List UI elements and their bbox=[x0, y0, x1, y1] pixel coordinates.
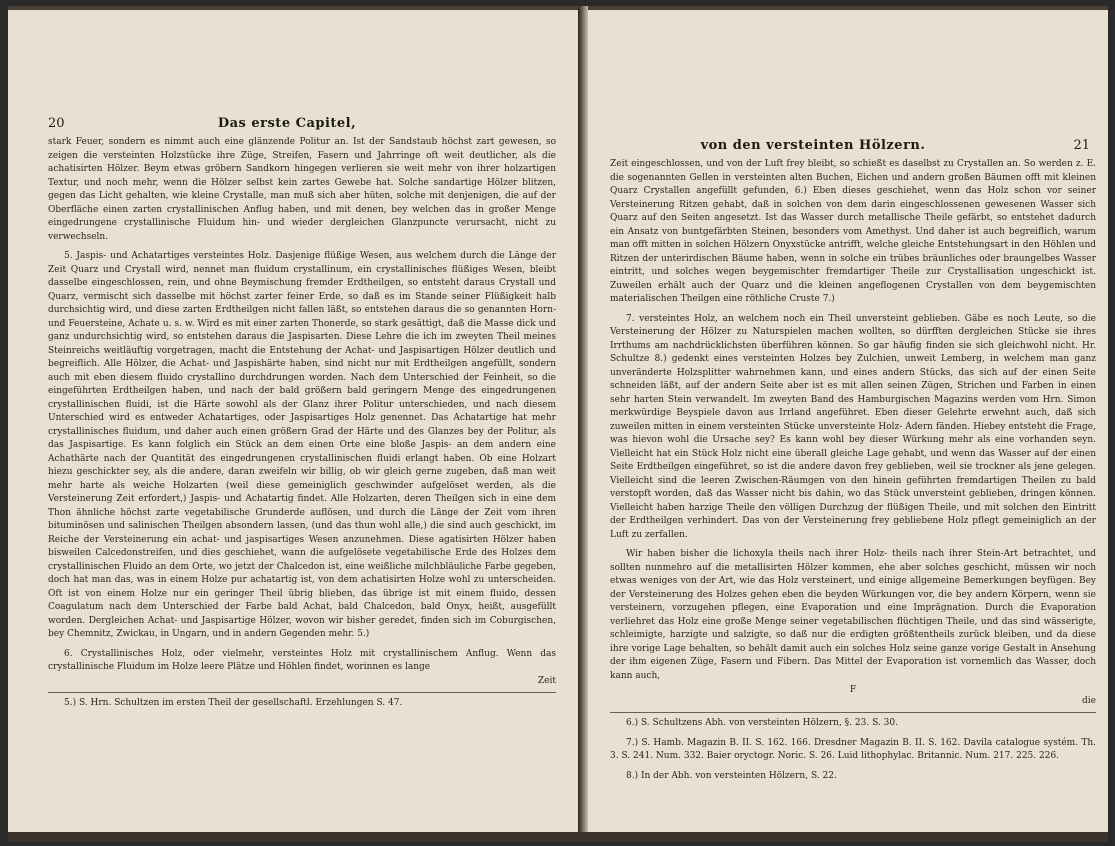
left-catchword: Zeit bbox=[537, 675, 556, 686]
left-running-head: Das erste Capitel, bbox=[217, 116, 357, 131]
right-page-header bbox=[610, 138, 1096, 156]
scan-bottom-edge bbox=[8, 832, 1108, 842]
book-gutter bbox=[578, 6, 588, 842]
right-paragraph-3: Wir haben bisher die lichoxyla theils nach ihrer Holz- theils nach ihrer Stein-Art betrachtet, und sollten nunmehro auf die metallisirten Hölzer kommen, ehe aber solches geschicht, müssen wir noch etwas weniges von der Art, wie das Holz versteinert, und einige allgemeine Bemerkungen beyfügen. Bey der Versteinerung des Holzes gehen eben die beyden Würkungen vor, die bey andern Körpern, wenn sie versteinern, vorzugehen pflegen, eine Evaporation und eine Imprägnation. Durch die Evaporation verliehret das Holz eine große Menge seiner vegetabilischen flüchtigen Theile, und das sind wässerigte, schleimigte, harzigte und salzigte, so daß nur die erdigten größtentheils zurück bleiben, und da diese ihre vorige Lage behalten, so behält damit auch ein solches Holz seine ganze vorige Gestalt in Ansehung der ihm eigenen Züge, Fasern und Fibern. Das Mittel der Evaporation ist vornemlich das Wasser, doch kann auch, bbox=[610, 549, 1096, 681]
right-footnote-rule bbox=[610, 712, 1096, 713]
right-page-number: 21 bbox=[1073, 138, 1090, 153]
left-paragraph-1: stark Feuer, sondern es nimmt auch eine glänzende Politur an. Ist der Sandstaub höchst zart gewesen, so zeigen die versteinten Holzstücke ihre Züge, Streifen, Fasern und Jahrringe oft weit deutlicher, als die achatisirten Hölzer. Beym etwas gröbern Sandkorn hingegen verlieren sie weit mehr von ihrer holzartigen Textur, und noch mehr, wenn die Hölzer selbst kein zartes Gewebe hat. Solche sandartige Hölzer blitzen, gegen das Licht gehalten, wie kleine Crystalle, man muß sich aber hüten, solche mit denjenigen, die auf der Oberfläche einen zarten crystallinischen Anflug haben, und mit denen, bey welchen das in großer Menge eingedrungene crystallinische Fluidum hin- und wieder dergleichen Glanzpuncte verursacht, nicht zu verwechseln. bbox=[48, 137, 556, 242]
left-page-header bbox=[48, 116, 556, 134]
right-running-head: von den versteinten Hölzern. bbox=[700, 138, 926, 153]
left-footnote-1: 5.) S. Hrn. Schultzen im ersten Theil der gesellschaftl. Erzehlungen S. 47. bbox=[64, 697, 403, 708]
left-paragraph-3: 6. Crystallinisches Holz, oder vielmehr, versteintes Holz mit crystallinischem Anflug. Wenn das crystallinische Fluidum im Holze leere Plätze und Höhlen findet, worinnen es lange bbox=[48, 648, 556, 672]
right-footnote-3: 8.) In der Abh. von versteinten Hölzern, S. 22. bbox=[626, 770, 837, 781]
right-footnote-2: 7.) S. Hamb. Magazin B. II. S. 162. 166. Dresdner Magazin B. II. S. 162. Davila catalogue systém. Th. 3. S. 241. Num. 332. Baier oryctogr. Noric. S. 26. Luid lithophylac. Britannic. Num. 217. 225. 226. bbox=[610, 737, 1096, 761]
right-catchword: die bbox=[1082, 696, 1096, 706]
left-page-number: 20 bbox=[48, 116, 65, 131]
left-page bbox=[8, 10, 578, 836]
right-page-body bbox=[610, 158, 1096, 783]
book-scan bbox=[8, 6, 1108, 842]
left-page-body bbox=[48, 136, 556, 710]
right-paragraph-2: 7. versteintes Holz, an welchem noch ein Theil unversteint geblieben. Gäbe es noch Leute, so die Versteinerung der Hölzer zu Naturspielen machen wollten, so dürfften dergleichen Stücke sie ihres Irrthums am nachdrücklichsten überführen können. So gar häufig finden sie sich gleichwohl nicht. Hr. Schultze 8.) gedenkt eines versteinten Holzes bey Zulchien, unweit Lemberg, in welchem man ganz unveränderte Holzsplitter wahrnehmen kann, und eines andern Stücks, das sich auf der einen Seite schneiden läßt, auf der andern Seite aber ist es mit allen seinen Zügen, Strichen und Farben in einen sehr harten Stein verwandelt. Im zweyten Band des Hamburgischen Magazins werden vom Hrn. Simon merkwürdige Beyspiele davon aus Irrland angeführet. Eben dieser Gelehrte erwehnt auch, daß sich zuweilen mitten in einem versteinten Stücke unversteinte Holz- Adern fänden. Hiebey entsteht die Frage, was hievon wohl die Ursache sey? Es kann wohl bey dieser Würkung mehr als eine vorhanden seyn. Vielleicht hat ein Stück Holz nicht eine überall gleiche Lage gehabt, und wenn das Wasser auf der einen Seite Erdtheilgen eingeführet, so ist die andere davon frey geblieben, weil sie trockner als jene gelegen. Vielleicht sind die leeren Zwischen-Räumgen von den hinein geführten fremdartigen Theilen zu bald verstopft worden, daß das Wasser nicht bis dahin, wo das Stück unversteint geblieben, dringen können. Vielleicht haben harzige Theile den völligen Durchzug der flüßigen Theile, und mit solchen den Eintritt der Erdtheilgen verhindert. Das von der Versteinerung frey gebliebene Holz pflegt gemeiniglich an der Luft zu zerfallen. bbox=[610, 313, 1096, 540]
left-paragraph-2: 5. Jaspis- und Achatartiges versteintes Holz. Dasjenige flüßige Wesen, aus welchem durch die Länge der Zeit Quarz und Crystall wird, nennet man fluidum crystallinum, ein crystallinisches flüßiges Wesen, bleibt dasselbe eingeschlossen, rein, und ohne Beymischung fremder Erdtheilgen, so entsteht daraus Crystall und Quarz, vermischt sich dasselbe mit höchst zarter feiner Erde, so daß es im Stande seiner Flüßigkeit halb durchsichtig wird, und diese zarten Erdtheilgen nicht fallen läßt, so entstehen daraus die so genannten Horn- und Feuersteine, Achate u. s. w. Wird es mit einer zarten Thonerde, so stark gesättigt, daß die Masse dick und ganz undurchsichtig wird, so entstehen daraus die Jaspisarten. Diese Lehre die ich im zweyten Theil meines Steinreichs weitläuftig vorgetragen, macht die Entstehung der Achat- und Jaspisartigen Hölzer deutlich und begreiflich. Alle Hölzer, die Achat- und Jaspishärte haben, sind nicht nur mit Erdtheilgen angefüllt, sondern auch mit eben diesem fluido crystallino durchdrungen worden. Nach dem Unterschied der Feinheit, so die eingeführten Erdtheilgen haben, und nach der bald größern bald geringern Menge des eingedrungenen crystallinischen fluidi, ist die Härte sowohl als der Glanz ihrer Politur unterschieden, und nach diesem Unterschied wird es entweder Achatartiges, oder Jaspisartiges Holz genennet. Das Achatartige hat mehr crystallinisches fluidum, und daher auch einen größern Grad der Härte und des Glanzes bey der Politur, als das Jaspisartige. Es kann folglich ein Stück an dem einen Orte eine bloße Jaspis- an dem andern eine Achathärte nach der Quantität des eingedrungenen crystallinischen fluidi erlangt haben. Ob eine Holzart hiezu geschickter sey, als die andere, daran zweifeln wir billig, ob wir gleich gerne zugeben, daß man weit mehr harte als weiche Holzarten (weil diese gemeiniglich geschwinder aufgelöset werden, als die Versteinerung Zeit erfordert,) Jaspis- und Achatartig findet. Alle Holzarten, deren Theilgen sich in eine dem Thon ähnliche höchst zarte vegetabilische Grunderde auflösen, und durch die Länge der Zeit vom ihren bituminösen und salinischen Theilgen absondern lassen, (und das thun wohl alle,) die sind auch geschickt, im Reiche der Versteinerung ein achat- und jaspisartiges Wesen anzunehmen. Diese agatisirten Hölzer haben bisweilen Calcedonstreifen, und dies geschiehet, wann die aufgelösete vegetabilische Erde des Holzes dem crystallinischen Fluido an dem Orte, wo jetzt der Chalcedon ist, eine weißliche milchbläuliche Farbe gegeben, doch hat man das, was in einem Holze pur achatartig ist, von dem achatisirten Holze wohl zu unterscheiden. Oft ist von einem Holze nur ein geringer Theil übrig blieben, das übrige ist mit einem fluido, dessen Coagulatum nach dem Unterschied der Farbe bald Achat, bald Chalcedon, bald Onyx, heißt, ausgefüllt worden. Dergleichen Achat- und Jaspisartige Hölzer, wovon wir bisher geredet, finden sich im Coburgischen, bey Chemnitz, Zwickau, in Ungarn, und in andern Gegenden mehr. 5.) bbox=[48, 251, 556, 639]
right-signature-mark: F bbox=[849, 685, 857, 695]
right-page bbox=[588, 10, 1108, 836]
right-footnote-1: 6.) S. Schultzens Abh. von versteinten Hölzern, §. 23. S. 30. bbox=[626, 718, 898, 728]
left-footnote-rule bbox=[48, 692, 556, 693]
right-paragraph-1: Zeit eingeschlossen, und von der Luft frey bleibt, so schießt es daselbst zu Crystallen an. So werden z. E. die sogenannten Gellen in versteinten alten Buchen, Eichen und andern großen Bäumen offt mit kleinen Quarz Crystallen angefüllt gefunden, 6.) Eben dieses geschiehet, wenn das Holz schon vor seiner Versteinerung Ritzen gehabt, daß in solchen von dem darin eingeschlossenen gewesenen Wasser sich Quarz auf den Seiten angesetzt. Ist das Wasser durch metallische Theile gefärbt, so entstehet dadurch ein Ansatz von buntgefärbten Steinen, besonders vom Amethyst. Und daher ist auch begreiflich, warum man offt mitten in solchen Hölzern Onyxstücke antrifft, welche gleiche Entstehungsart in den Höhlen und Ritzen der unterirdischen Bäume haben, wenn in solche ein trübes bräunliches oder braungelbes Wasser eintritt, und solches wegen beygemischter fremdartiger Theile zur Crystallisation ungeschickt ist. Zuweilen erhält auch der Quarz und die kleinen angeflogenen Crystallen von dem beygemischten materialischen Theilgen eine röthliche Cruste 7.) bbox=[610, 159, 1096, 304]
